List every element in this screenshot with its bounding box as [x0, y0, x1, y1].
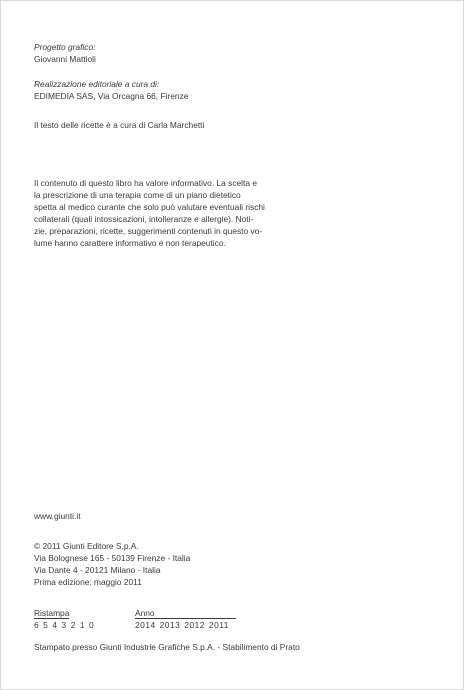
disclaimer-line: lume hanno carattere informativo e non terapeutico. — [34, 238, 226, 248]
website-text: www.giunti.it — [34, 511, 81, 521]
editorial-label: Realizzazione editoriale a cura di: — [34, 79, 160, 89]
reprint-label: Ristampa — [34, 608, 70, 618]
reprint-number: 5 — [43, 620, 49, 630]
address-florence: Via Bolognese 165 - 50139 Firenze - Italia — [34, 553, 191, 563]
year-number: 2012 — [184, 620, 205, 630]
address-milan: Via Dante 4 - 20121 Milano - Italia — [34, 565, 161, 575]
disclaimer-line: collaterali (quali intossicazioni, intolleranze e allergie). Noti- — [34, 214, 254, 224]
year-number: 2014 — [135, 620, 156, 630]
website-url — [34, 510, 81, 522]
reprint-number: 4 — [52, 620, 58, 630]
reprint-numbers — [34, 619, 135, 631]
recipes-credit — [34, 119, 204, 131]
graphic-design-credit — [34, 41, 96, 65]
recipes-credit-text: Il testo delle ricette è a cura di Carla Marchetti — [34, 120, 205, 130]
graphic-designer-name: Giovanni Mattioli — [34, 54, 96, 64]
year-label: Anno — [135, 608, 236, 619]
year-number: 2011 — [208, 620, 229, 630]
edition-line: Prima edizione: maggio 2011 — [34, 577, 142, 587]
graphic-design-label: Progetto grafico: — [34, 42, 96, 52]
reprint-number: 2 — [70, 620, 76, 630]
editorial-company: EDIMEDIA SAS, Via Orcagna 66, Firenze — [34, 91, 189, 101]
year-number: 2013 — [159, 620, 181, 630]
reprint-table — [34, 607, 236, 631]
editorial-credit — [34, 78, 188, 102]
reprint-number: 3 — [61, 620, 67, 630]
disclaimer-line: Il contenuto di questo libro ha valore informativo. La scelta e — [34, 178, 257, 188]
reprint-number: 0 — [89, 620, 95, 630]
printer-info — [34, 641, 300, 653]
publisher-info — [34, 540, 190, 588]
copyright-line: © 2011 Giunti Editore S.p.A. — [34, 541, 139, 551]
disclaimer-line: spetta al medico curante che solo può valutare eventuali rischi — [34, 202, 265, 212]
disclaimer-line: la prescrizione di una terapia come di un piano dietetico — [34, 190, 241, 200]
printer-text: Stampato presso Giunti Industrie Grafiche S.p.A. - Stabilimento di Prato — [34, 642, 300, 652]
disclaimer-paragraph — [34, 177, 439, 249]
reprint-number: 1 — [79, 620, 86, 630]
reprint-number: 6 — [34, 620, 40, 630]
disclaimer-line: zie, preparazioni, ricette, suggerimenti contenuti in questo vo- — [34, 226, 263, 236]
year-numbers — [135, 619, 236, 631]
